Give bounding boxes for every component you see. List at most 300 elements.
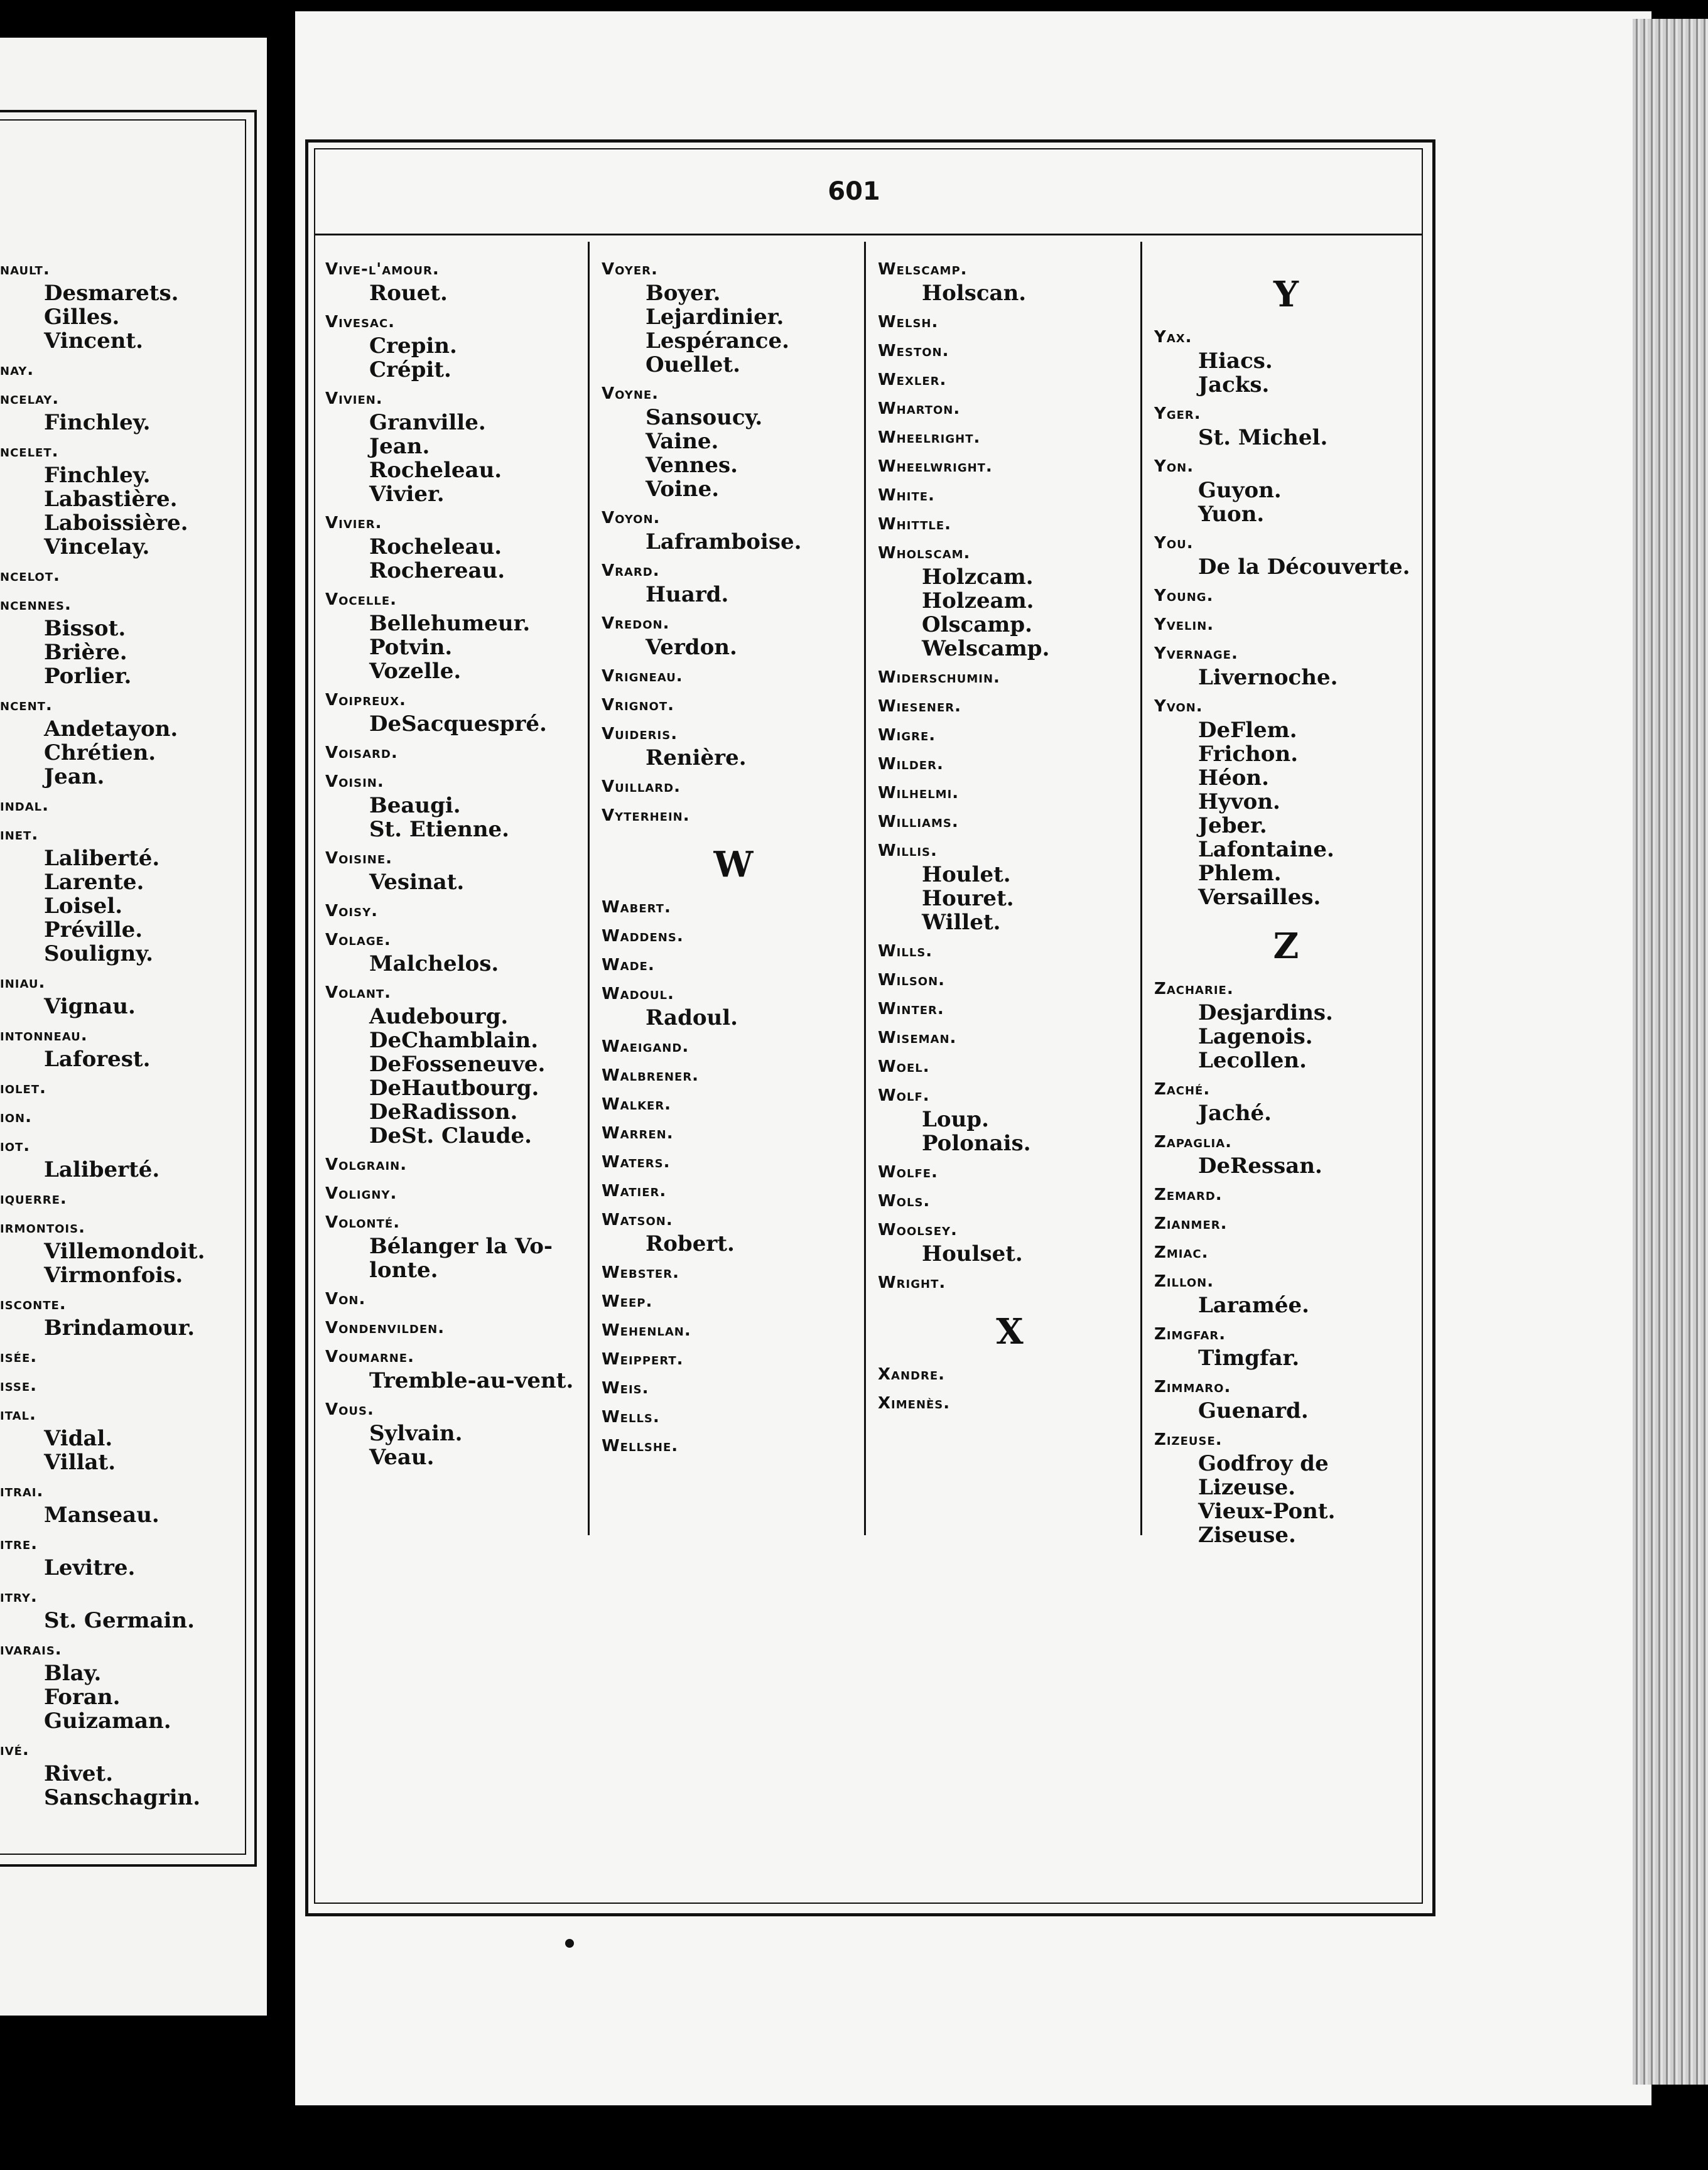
surname-entry <box>325 1345 589 1393</box>
dit-name: Crépit. <box>369 357 451 382</box>
surname: You. <box>1154 534 1194 553</box>
surname-entry <box>325 1211 589 1282</box>
surname: Vrard. <box>602 561 660 580</box>
dit-name: Bissot. <box>44 616 126 641</box>
surname-entry <box>602 664 865 688</box>
dit-name: Hyvon. <box>1198 789 1280 814</box>
surname: Vuillard. <box>602 777 681 796</box>
surname: iolet. <box>0 1079 46 1098</box>
dit-name: Versailles. <box>1198 885 1321 910</box>
surname-entry <box>602 1121 865 1145</box>
surname: Waeigand. <box>602 1037 689 1056</box>
surname-entry <box>0 1023 251 1071</box>
surname: Vyterhein. <box>602 806 690 825</box>
surname: Warren. <box>602 1124 674 1143</box>
dit-name: Chrétien. <box>44 740 156 765</box>
dit-name: Laforest. <box>44 1047 151 1072</box>
dit-name: Jeber. <box>1198 813 1267 838</box>
surname: Vous. <box>325 1400 374 1419</box>
dit-name: Sanschagrin. <box>44 1785 201 1810</box>
surname: Wells. <box>602 1408 660 1427</box>
surname-entry <box>1154 1322 1418 1370</box>
surname-entry <box>0 1403 251 1474</box>
dit-name: Granville. <box>369 410 486 435</box>
surname-entry <box>878 781 1142 805</box>
surname: Voipreux. <box>325 691 406 710</box>
surname-entry <box>0 823 251 966</box>
surname-entry <box>878 1160 1142 1184</box>
dit-name: Lejardinier. <box>646 305 784 330</box>
surname-entry <box>602 1179 865 1203</box>
surname-entry <box>878 368 1142 392</box>
surname-entry <box>325 741 589 765</box>
surname: Wilder. <box>878 755 944 774</box>
surname: Zianmer. <box>1154 1214 1228 1233</box>
dit-name: Vignau. <box>44 994 136 1019</box>
dit-name: DeSt. Claude. <box>369 1123 532 1148</box>
surname-entry <box>325 1182 589 1206</box>
surname-entry <box>325 257 589 305</box>
dit-name: Frichon. <box>1198 742 1299 767</box>
dit-name: Holscan. <box>922 281 1027 306</box>
index-column-1 <box>325 257 589 1474</box>
surname-entry <box>878 752 1142 776</box>
dit-name: Crepin. <box>369 333 457 359</box>
surname-entry <box>878 997 1142 1021</box>
surname: Wilson. <box>878 971 946 990</box>
surname: Wolf. <box>878 1086 930 1105</box>
surname: Voisard. <box>325 743 398 762</box>
surname: Welscamp. <box>878 260 968 279</box>
dit-name: Ziseuse. <box>1198 1523 1296 1548</box>
surname: ion. <box>0 1108 32 1126</box>
surname-entry <box>0 1738 251 1810</box>
surname-entry <box>1154 1241 1418 1265</box>
surname-entry <box>878 455 1142 478</box>
surname: ncelot. <box>0 566 60 585</box>
surname: Young. <box>1154 586 1214 605</box>
surname-entry <box>325 1153 589 1177</box>
dit-name: Laramée. <box>1198 1293 1309 1318</box>
surname: Zimgfar. <box>1154 1325 1226 1344</box>
dit-name: Guyon. <box>1198 478 1282 503</box>
dit-name: Renière. <box>646 745 747 770</box>
surname-entry <box>602 1376 865 1400</box>
surname: itre. <box>0 1535 38 1553</box>
dit-name: Vennes. <box>646 453 738 478</box>
surname: Walbrener. <box>602 1066 700 1085</box>
surname: isée. <box>0 1347 38 1366</box>
surname-entry <box>878 694 1142 718</box>
surname: Yger. <box>1154 404 1201 423</box>
dit-name: Desmarets. <box>44 281 179 306</box>
dit-name: Lagenois. <box>1198 1024 1313 1049</box>
surname-entry <box>602 559 865 607</box>
surname: Yvon. <box>1154 697 1203 716</box>
surname-entry <box>602 612 865 659</box>
surname-entry <box>1154 694 1418 909</box>
surname-entry <box>602 982 865 1030</box>
surname: Weep. <box>602 1292 653 1311</box>
surname: ncelet. <box>0 442 59 461</box>
surname: irmontois. <box>0 1218 85 1237</box>
surname: Zapaglia. <box>1154 1133 1233 1152</box>
surname-entry <box>1154 1428 1418 1547</box>
surname: Wade. <box>602 956 655 974</box>
surname: Welsh. <box>878 313 939 332</box>
surname: Zaché. <box>1154 1080 1211 1099</box>
dit-name: Jacks. <box>1198 372 1270 397</box>
surname: ivé. <box>0 1741 30 1759</box>
surname-entry <box>1154 613 1418 637</box>
surname-entry <box>878 1363 1142 1386</box>
dit-name: Verdon. <box>646 635 737 660</box>
surname-entry <box>1154 1375 1418 1423</box>
surname-entry <box>0 257 251 353</box>
surname: inet. <box>0 825 39 844</box>
dit-name: Robert. <box>646 1231 735 1256</box>
surname-entry <box>0 1076 251 1100</box>
surname-entry <box>602 1434 865 1458</box>
dit-name: DeSacquespré. <box>369 711 547 737</box>
surname: Vrigneau. <box>602 667 683 686</box>
surname: Zmiac. <box>1154 1243 1209 1262</box>
surname: Wholscam. <box>878 544 971 563</box>
surname: ncent. <box>0 696 53 715</box>
surname-entry <box>878 1391 1142 1415</box>
dit-name: Laboissière. <box>44 510 188 536</box>
dit-name: Welscamp. <box>922 636 1050 661</box>
surname: Volonté. <box>325 1213 401 1232</box>
left-page-column <box>0 257 251 1815</box>
surname: Vocelle. <box>325 590 397 609</box>
surname-entry <box>0 1216 251 1287</box>
surname-entry <box>1154 402 1418 450</box>
dit-name: Desjardins. <box>1198 1000 1333 1025</box>
dit-name: DeRadisson. <box>369 1099 518 1125</box>
dit-name: St. Etienne. <box>369 817 510 842</box>
surname: Wigre. <box>878 726 936 745</box>
surname: Widerschumin. <box>878 668 1000 687</box>
dit-name: lonte. <box>369 1258 438 1283</box>
dit-name: Houlset. <box>922 1241 1023 1266</box>
surname: Volage. <box>325 931 391 949</box>
dit-name: Guenard. <box>1198 1398 1309 1423</box>
surname: indal. <box>0 796 49 815</box>
dit-name: Virmonfois. <box>44 1263 183 1288</box>
surname-entry <box>325 387 589 506</box>
surname-entry <box>878 1026 1142 1050</box>
surname: Ximenès. <box>878 1394 951 1413</box>
surname-entry <box>325 899 589 923</box>
surname: Woel. <box>878 1057 930 1076</box>
surname: Voyne. <box>602 384 659 403</box>
dit-name: Sansoucy. <box>646 405 763 430</box>
dit-name: Lecollen. <box>1198 1048 1307 1073</box>
surname: Webster. <box>602 1263 679 1282</box>
dit-name: Lizeuse. <box>1198 1475 1296 1500</box>
surname: iot. <box>0 1136 31 1155</box>
dit-name: DeChamblain. <box>369 1028 539 1053</box>
surname-entry <box>0 593 251 688</box>
surname: isse. <box>0 1376 37 1395</box>
dit-name: Loup. <box>922 1107 989 1132</box>
surname-entry <box>602 924 865 948</box>
dit-name: Jaché. <box>1198 1101 1272 1126</box>
surname: Wharton. <box>878 399 961 418</box>
dit-name: Rivet. <box>44 1761 114 1786</box>
surname: Wiesener. <box>878 697 962 716</box>
surname: iquerre. <box>0 1189 67 1208</box>
surname: nault. <box>0 260 50 279</box>
section-letter: Y <box>1273 274 1299 315</box>
surname: Zillon. <box>1154 1272 1214 1291</box>
header-rule <box>314 234 1422 235</box>
surname-entry <box>878 1271 1142 1295</box>
surname-entry <box>878 426 1142 450</box>
surname-entry <box>0 1105 251 1129</box>
surname: Voisin. <box>325 772 384 791</box>
surname-entry <box>325 846 589 894</box>
surname: Woolsey. <box>878 1221 958 1239</box>
dit-name: Houret. <box>922 886 1014 911</box>
surname: Voisy. <box>325 902 378 920</box>
dit-name: Préville. <box>44 917 143 942</box>
dit-name: Holzcam. <box>922 564 1034 590</box>
surname: Walker. <box>602 1095 672 1114</box>
surname: Watson. <box>602 1211 673 1229</box>
surname-entry <box>602 1064 865 1088</box>
surname: Willis. <box>878 841 938 860</box>
dit-name: DeRessan. <box>1198 1153 1322 1179</box>
surname-entry <box>602 693 865 717</box>
surname-entry <box>878 1055 1142 1079</box>
surname: ital. <box>0 1405 36 1424</box>
dit-name: St. Germain. <box>44 1608 195 1633</box>
dit-name: Lafontaine. <box>1198 837 1334 862</box>
surname: Weston. <box>878 342 949 360</box>
surname: ncelay. <box>0 389 60 408</box>
surname-entry <box>325 1398 589 1469</box>
dit-name: DeHautbourg. <box>369 1076 539 1101</box>
surname: Voyer. <box>602 260 658 279</box>
surname-entry <box>1154 531 1418 579</box>
surname-entry <box>325 928 589 976</box>
dit-name: Larente. <box>44 870 144 895</box>
surname-entry <box>325 770 589 841</box>
surname-entry <box>878 839 1142 934</box>
dit-name: Andetayon. <box>44 716 178 742</box>
surname-entry <box>602 1290 865 1314</box>
dit-name: Finchley. <box>44 410 151 435</box>
dit-name: De la Découverte. <box>1198 554 1410 580</box>
surname-entry <box>0 1187 251 1211</box>
dit-name: Yuon. <box>1198 502 1265 527</box>
surname-entry <box>325 588 589 683</box>
surname: Watier. <box>602 1182 667 1201</box>
surname: Wols. <box>878 1192 931 1211</box>
section-letter: X <box>996 1311 1024 1352</box>
dit-name: Guizaman. <box>44 1708 171 1734</box>
surname: Williams. <box>878 812 959 831</box>
dit-name: Rocheleau. <box>369 458 502 483</box>
surname-entry <box>878 339 1142 363</box>
surname-entry <box>878 257 1142 305</box>
page-number: 601 <box>828 177 880 206</box>
dit-name: Levitre. <box>44 1555 136 1580</box>
surname: ivarais. <box>0 1640 62 1659</box>
surname-entry <box>878 512 1142 536</box>
surname-entry <box>878 1189 1142 1213</box>
surname: Zemard. <box>1154 1185 1223 1204</box>
surname-entry <box>602 1319 865 1342</box>
surname-entry <box>878 723 1142 747</box>
dit-name: Polonais. <box>922 1131 1031 1156</box>
dit-name: Olscamp. <box>922 612 1032 637</box>
surname-entry <box>0 1374 251 1398</box>
surname: Wills. <box>878 942 933 961</box>
surname-entry <box>602 775 865 799</box>
surname: Voyon. <box>602 509 661 527</box>
dit-name: Timgfar. <box>1198 1346 1300 1371</box>
dit-name: Souligny. <box>44 941 153 966</box>
surname: Wright. <box>878 1273 946 1292</box>
dit-name: Vesinat. <box>369 870 465 895</box>
dit-name: Rocheleau. <box>369 534 502 559</box>
surname: Voisine. <box>325 849 393 868</box>
dit-name: Potvin. <box>369 635 453 660</box>
dit-name: Willet. <box>922 910 1001 935</box>
dit-name: Boyer. <box>646 281 721 306</box>
surname-entry <box>602 1347 865 1371</box>
surname: Waters. <box>602 1153 671 1172</box>
surname-entry <box>878 666 1142 689</box>
surname: Yon. <box>1154 457 1194 476</box>
surname-entry <box>602 1093 865 1116</box>
surname-entry <box>878 483 1142 507</box>
surname-entry <box>0 1479 251 1527</box>
dit-name: Vidal. <box>44 1426 113 1451</box>
surname: itrai. <box>0 1482 44 1501</box>
surname: nay. <box>0 360 35 379</box>
surname-entry <box>878 1084 1142 1155</box>
surname: isconte. <box>0 1295 67 1314</box>
surname-entry <box>1154 584 1418 608</box>
surname-entry <box>325 1287 589 1311</box>
surname-entry <box>1154 325 1418 397</box>
surname: Wexler. <box>878 370 947 389</box>
surname-entry <box>1154 1212 1418 1236</box>
surname: Zizeuse. <box>1154 1430 1223 1449</box>
surname: Zimmaro. <box>1154 1378 1231 1396</box>
surname: Wheelwright. <box>878 457 993 476</box>
surname: intonneau. <box>0 1026 88 1045</box>
dit-name: DeFlem. <box>1198 718 1297 743</box>
index-column-3 <box>878 257 1142 1420</box>
surname: Wilhelmi. <box>878 784 959 802</box>
dit-name: Vincent. <box>44 328 144 354</box>
surname: Vive-l'amour. <box>325 260 440 279</box>
surname-entry <box>602 257 865 377</box>
surname-entry <box>602 1261 865 1285</box>
surname: Vrignot. <box>602 696 674 715</box>
dit-name: Porlier. <box>44 664 132 689</box>
surname-entry <box>0 440 251 559</box>
surname: iniau. <box>0 973 46 992</box>
dit-name: Foran. <box>44 1685 121 1710</box>
dit-name: Malchelos. <box>369 951 499 976</box>
surname: Yax. <box>1154 328 1192 347</box>
surname-entry <box>878 968 1142 992</box>
surname-entry <box>878 541 1142 661</box>
surname: Wabert. <box>602 898 671 917</box>
surname-entry <box>325 981 589 1148</box>
surname: Weis. <box>602 1379 649 1398</box>
surname-entry <box>602 953 865 977</box>
surname-entry <box>602 1208 865 1256</box>
surname-entry <box>0 1585 251 1633</box>
dit-name: Laliberté. <box>44 1157 160 1182</box>
surname: Yvelin. <box>1154 615 1214 634</box>
dit-name: Loisel. <box>44 893 123 919</box>
surname-entry <box>602 1035 865 1059</box>
surname-entry <box>0 358 251 382</box>
dit-name: Brière. <box>44 640 127 665</box>
surname-entry <box>602 382 865 501</box>
surname: Voumarne. <box>325 1347 414 1366</box>
dit-name: Finchley. <box>44 463 151 488</box>
dit-name: Ouellet. <box>646 352 740 377</box>
surname: Vivien. <box>325 389 383 408</box>
dit-name: Hiacs. <box>1198 348 1273 374</box>
surname: White. <box>878 486 935 505</box>
surname-entry <box>878 810 1142 834</box>
surname-entry <box>0 794 251 818</box>
surname-entry <box>0 1292 251 1340</box>
dit-name: Lespérance. <box>646 328 789 354</box>
surname-entry <box>1154 977 1418 1072</box>
surname-entry <box>602 722 865 770</box>
dit-name: Beaugi. <box>369 793 461 818</box>
surname-entry <box>0 1532 251 1580</box>
dit-name: Jean. <box>369 434 430 459</box>
dit-name: Villemondoit. <box>44 1239 205 1264</box>
dit-name: Bélanger la Vo- <box>369 1234 553 1259</box>
surname-entry <box>0 387 251 435</box>
dit-name: Rochereau. <box>369 558 505 583</box>
dit-name: Rouet. <box>369 281 448 306</box>
surname-entry <box>0 1638 251 1733</box>
book-page-edges <box>1633 19 1708 2085</box>
surname: Wehenlan. <box>602 1321 691 1340</box>
surname: ncennes. <box>0 595 72 614</box>
surname-entry <box>1154 1130 1418 1178</box>
surname: Vredon. <box>602 614 670 633</box>
surname: Wadoul. <box>602 985 674 1003</box>
surname-entry <box>1154 1270 1418 1317</box>
dit-name: Gilles. <box>44 305 120 330</box>
dit-name: Holzeam. <box>922 588 1034 613</box>
surname: itry. <box>0 1587 38 1606</box>
dit-name: Huard. <box>646 582 729 607</box>
dit-name: Veau. <box>369 1445 435 1470</box>
dit-name: Laframboise. <box>646 529 802 554</box>
dit-name: Radoul. <box>646 1005 738 1030</box>
surname: Wolfe. <box>878 1163 938 1182</box>
dit-name: Vaine. <box>646 429 719 454</box>
dit-name: Audebourg. <box>369 1004 509 1029</box>
surname-entry <box>878 939 1142 963</box>
